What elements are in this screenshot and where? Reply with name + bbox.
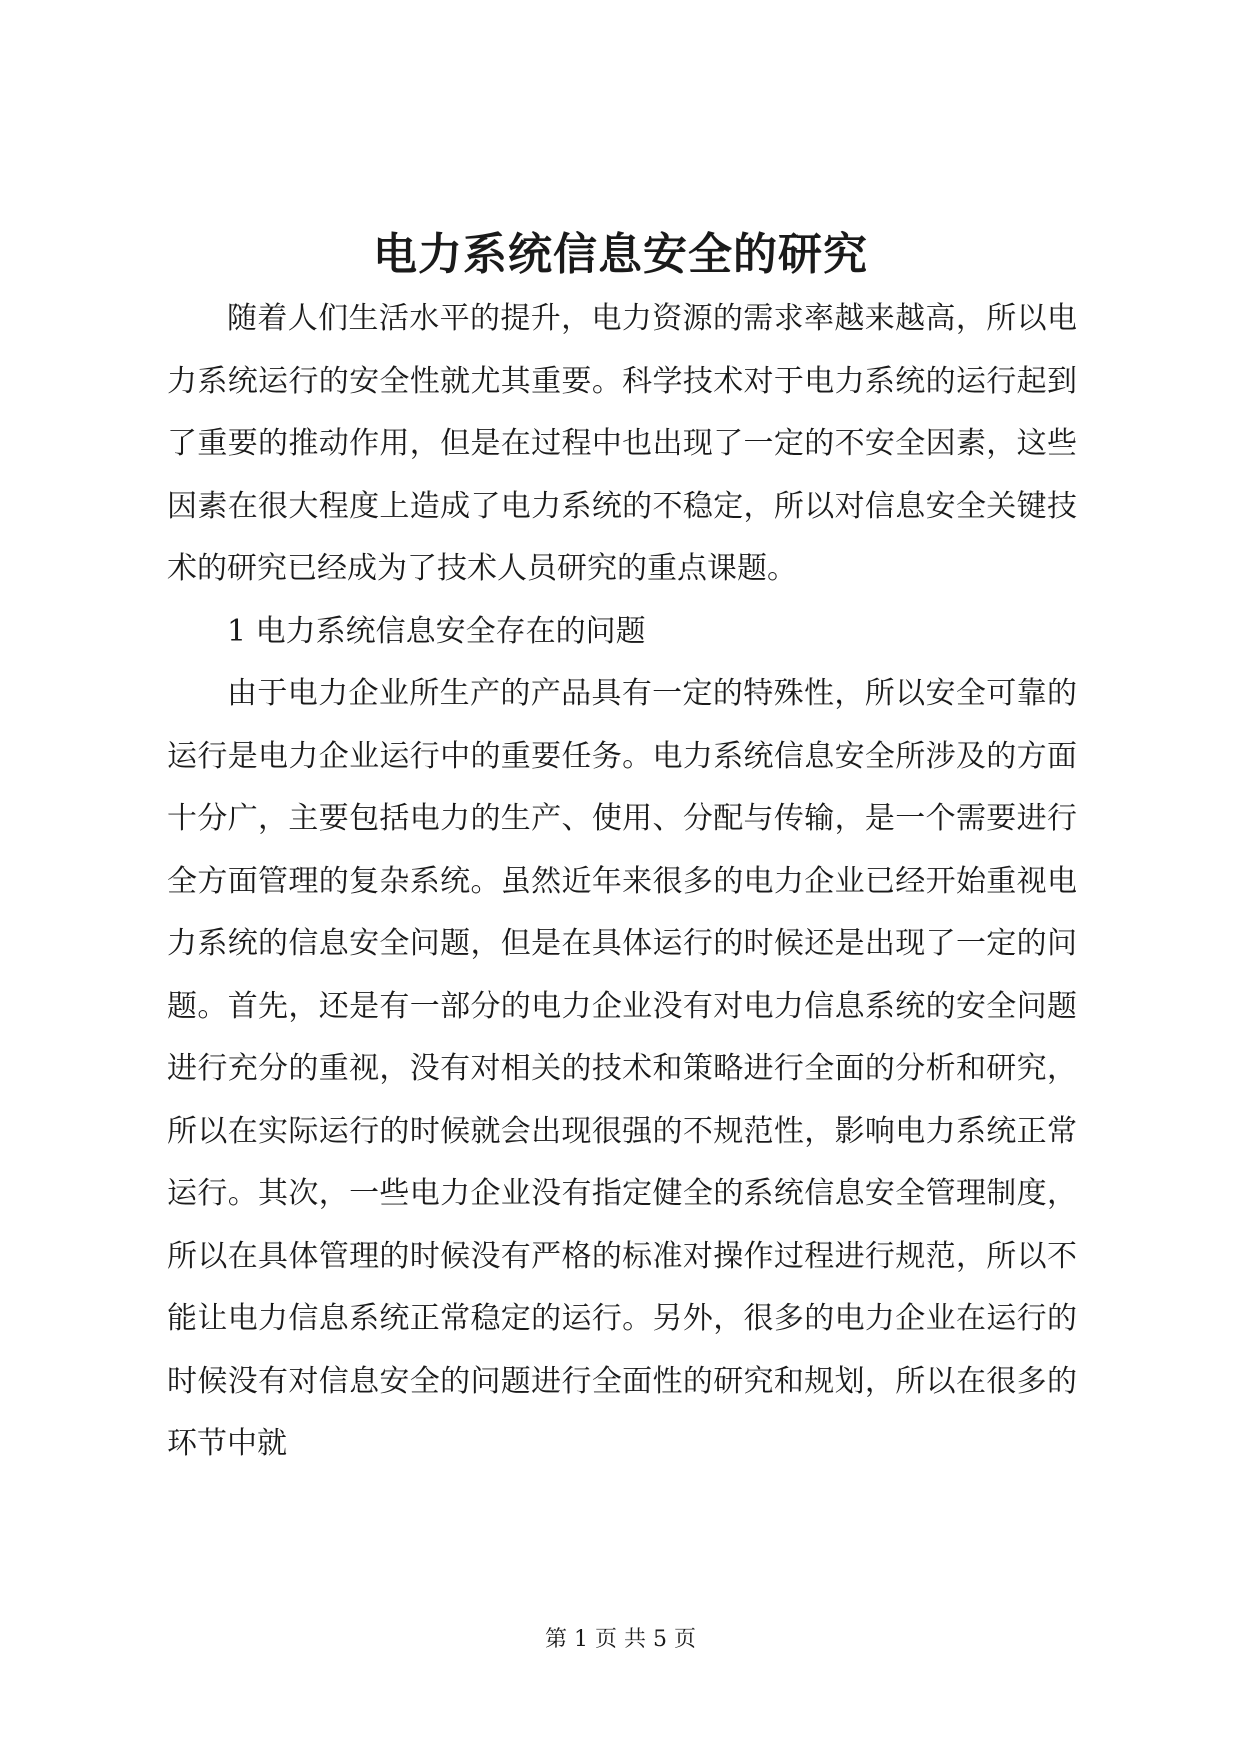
document-title: 电力系统信息安全的研究 <box>373 229 868 280</box>
section-heading-1: 1 电力系统信息安全存在的问题 <box>227 613 646 649</box>
document-body <box>167 288 1077 1476</box>
paragraph-section-1: 由于电力企业所生产的产品具有一定的特殊性，所以安全可靠的运行是电力企业运行中的重要任务。电力系统信息安全所涉及的方面十分广，主要包括电力的生产、使用、分配与传输，是一个需要进行全方面管理的复杂系统。虽然近年来很多的电力企业已经开始重视电力系统的信息安全问题，但是在具体运行的时候还是出现了一定的问题。首先，还是有一部分的电力企业没有对电力信息系统的安全问题进行充分的重视，没有对相关的技术和策略进行全面的分析和研究，所以在实际运行的时候就会出现很强的不规范性，影响电力系统正常运行。其次，一些电力企业没有指定健全的系统信息安全管理制度，所以在具体管理的时候没有严格的标准对操作过程进行规范，所以不能让电力信息系统正常稳定的运行。另外，很多的电力企业在运行的时候没有对信息安全的问题进行全面性的研究和规划，所以在很多的环节中就 <box>167 676 1077 1461</box>
page-footer: 第 1 页 共 5 页 <box>545 1627 696 1652</box>
paragraph-intro: 随着人们生活水平的提升，电力资源的需求率越来越高，所以电力系统运行的安全性就尤其重要。科学技术对于电力系统的运行起到了重要的推动作用，但是在过程中也出现了一定的不安全因素，这些因素在很大程度上造成了电力系统的不稳定，所以对信息安全关键技术的研究已经成为了技术人员研究的重点课题。 <box>167 301 1077 586</box>
